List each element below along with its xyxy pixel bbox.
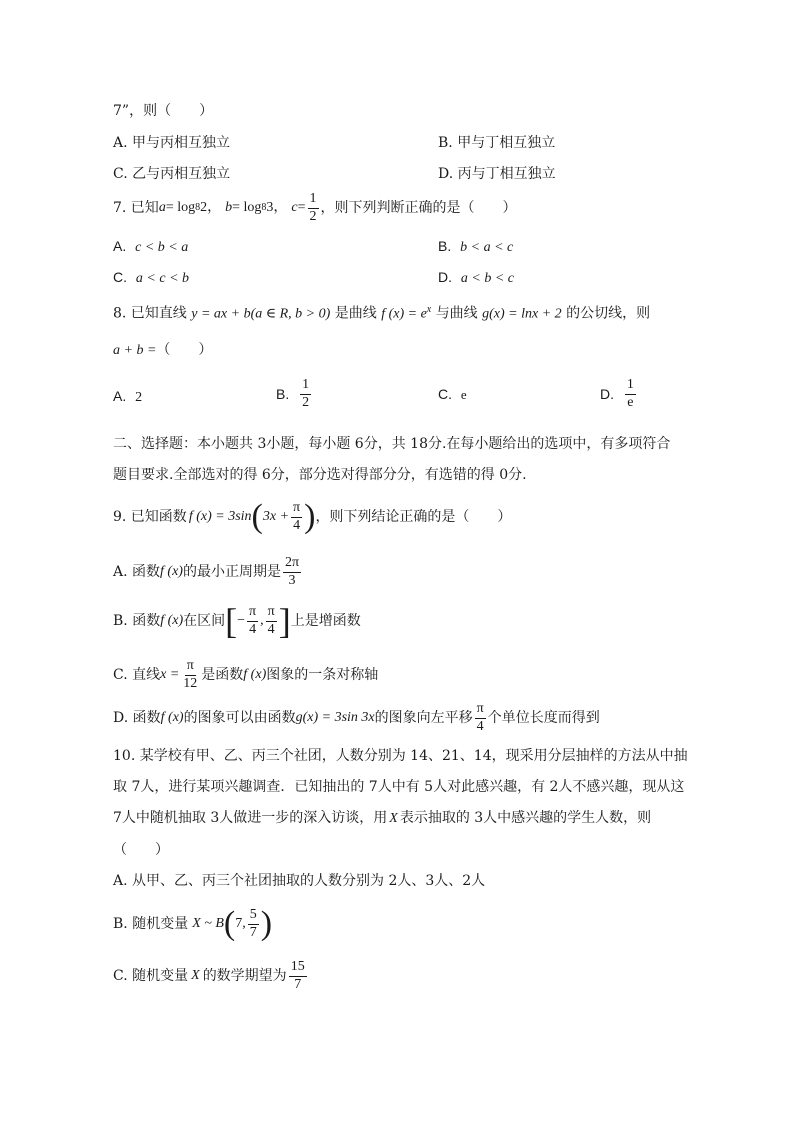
- q10-stem-line4: （ ）: [113, 842, 169, 858]
- q9-inner: 3x +: [262, 509, 290, 524]
- q6-option-c: C. 乙与丙相互独立: [113, 166, 231, 182]
- q8-number: 8. 已知直线: [113, 305, 187, 322]
- q10-option-c: C. 随机变量 X 的数学期望为 $\frac{15}{7}$: [113, 959, 305, 992]
- q8-mid1: 是曲线: [334, 305, 377, 322]
- q7-option-b: B. b < a < c: [438, 238, 514, 255]
- q7-log-b: = log: [232, 200, 262, 216]
- q10-stem-line3: 7人中随机抽取 3人做进一步的深入访谈，用 X 表示抽取的 3人中感兴趣的学生人数，则: [113, 810, 652, 826]
- q8-mid2: 与曲线: [435, 305, 478, 322]
- q8-stem-tail: 的公切线，则: [566, 305, 651, 322]
- q7-c-fraction: $\frac{1}{2}$: [309, 191, 317, 224]
- q8-option-a: A. 2: [113, 388, 143, 405]
- q7-option-d: D. a < b < c: [438, 269, 515, 286]
- q9-stem-tail: ，则下列结论正确的是（ ）: [315, 509, 512, 525]
- q9-option-d: D. 函数 f (x) 的图象可以由函数 g(x) = 3sin 3x 的图象向左平移 $\frac{\pi}{4}$ 个单位长度而得到: [113, 701, 600, 734]
- q8-g-expr: g(x) = lnx + 2: [482, 306, 562, 322]
- q7-log-a: = log: [165, 200, 196, 216]
- q10-stem-line2: 取 7人，进行某项兴趣调查．已知抽出的 7人中有 5人对此感兴趣，有 2人不感兴趣，现从这: [113, 779, 685, 795]
- q7-base-a: 8: [195, 202, 201, 214]
- q9-f-expr: f (x) = 3sin: [188, 509, 252, 524]
- section2-instructions-line2: 题目要求.全部选对的得 6分，部分选对得部分分，有选错的得 0分.: [113, 467, 527, 483]
- q7-number: 7. 已知: [113, 200, 159, 217]
- q8-option-b: B. $\frac{1}{2}$: [276, 377, 310, 410]
- section2-instructions-line1: 二、选择题：本小题共 3小题，每小题 6分，共 18分.在每小题给出的选项中，有多项符合: [113, 436, 671, 452]
- q7-stem-tail: ，则下列判断正确的是（ ）: [320, 200, 517, 217]
- q6-stem-tail: 7”，则（ ）: [113, 103, 214, 119]
- q10-option-a: A. 从甲、乙、丙三个社团抽取的人数分别为 2人、3人、2人: [113, 873, 486, 889]
- q10-stem-line1: 10. 某学校有甲、乙、丙三个社团，人数分别为 14、21、14，现采用分层抽样的方法从中抽: [113, 748, 688, 764]
- q9-left-paren: (: [251, 498, 263, 535]
- q8-option-d: D. $\frac{1}{e}$: [600, 377, 634, 410]
- q7-var-a: a: [158, 200, 166, 216]
- q6-option-a: A. 甲与丙相互独立: [113, 135, 231, 151]
- q6-option-b: B. 甲与丁相互独立: [438, 135, 556, 151]
- q6-option-d: D. 丙与丁相互独立: [438, 166, 556, 182]
- q9-option-b: B. 函数 f (x) 在区间 [ − $\frac{\pi}{4}$ , $\frac{\pi}{4}$ ] 上是增函数: [113, 601, 361, 641]
- q7-c-equals: =: [297, 200, 306, 216]
- q8-f-sup: x: [426, 304, 432, 315]
- q7-var-b: b: [225, 200, 233, 216]
- q7-var-c: c: [291, 200, 298, 216]
- q7-arg-a: 2，: [200, 200, 222, 216]
- q9-option-a: A. 函数 f (x) 的最小正周期是 $\frac{2\pi}{3}$: [113, 555, 300, 588]
- q9-number: 9. 已知函数: [113, 509, 187, 525]
- q7-option-a: A. c < b < a: [113, 238, 189, 255]
- q9-pi-over-4: $\frac{\pi}{4}$: [293, 499, 301, 533]
- q10-option-b: B. 随机变量 X ~ B ( 7, $\frac{5}{7}$ ): [113, 905, 273, 942]
- q9-option-c: C. 直线 x = $\frac{\pi}{12}$ 是函数 f (x) 图象的一条对称轴: [113, 658, 379, 691]
- q7-arg-b: 3，: [266, 200, 288, 216]
- q7-option-c: C. a < c < b: [113, 269, 190, 286]
- q8-option-c: C. e: [438, 386, 467, 402]
- q8-line-expr: y = ax + b(a ∈ R, b > 0): [191, 306, 331, 322]
- q9-stem: [113, 500, 511, 534]
- q8-stem-line2: a + b =（ ）: [113, 342, 213, 358]
- q7-stem: [113, 192, 517, 224]
- q9-right-paren: ): [304, 498, 316, 535]
- q7-base-b: 8: [261, 202, 267, 214]
- q8-stem: [113, 305, 650, 322]
- q8-f-expr: f (x) = e: [381, 306, 427, 322]
